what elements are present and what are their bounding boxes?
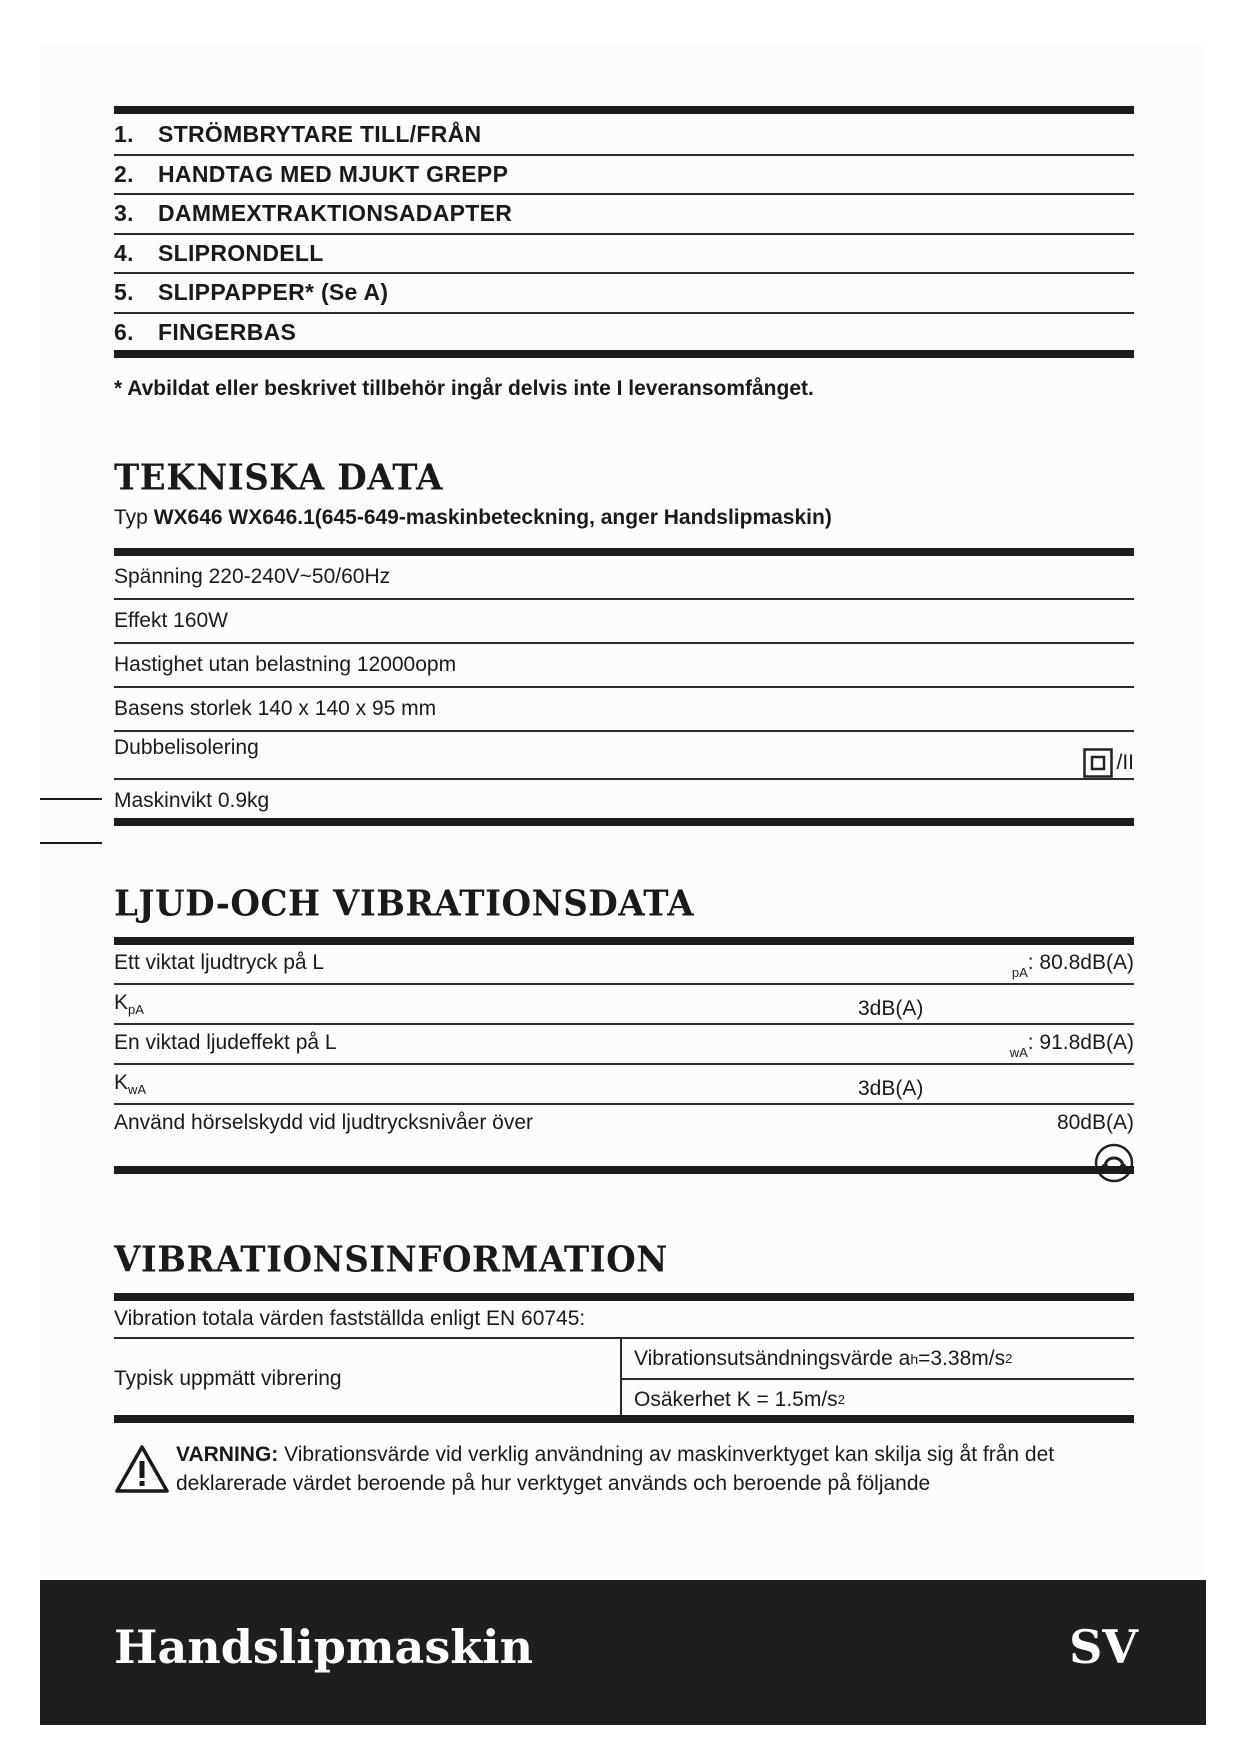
table-row: [114, 985, 1134, 1025]
vibration-uncertainty: [622, 1380, 1134, 1419]
part-label: SLIPPAPPER* (Se A): [158, 279, 389, 306]
parts-list: [114, 116, 1134, 351]
k-letter: K: [114, 991, 129, 1014]
power: Effekt 160W: [114, 609, 229, 632]
voltage: Spänning 220-240V~50/60Hz: [114, 565, 391, 588]
table-row: [114, 1065, 1134, 1105]
k-pa-sub: pA: [128, 1002, 144, 1018]
type-desc: (645-649-maskinbeteckning, anger Handslipmaskin): [314, 506, 832, 529]
vibration-table: [114, 1301, 1134, 1419]
hearing-protection-value: 80dB(A): [1056, 1111, 1134, 1134]
vibration-heading: VIBRATIONSINFORMATION: [114, 1239, 668, 1281]
type-prefix: Typ: [114, 506, 148, 529]
table-row: [114, 1339, 1134, 1419]
part-label: STRÖMBRYTARE TILL/FRÅN: [158, 121, 482, 148]
uncertainty-text: Osäkerhet K = 1.5m/s: [634, 1387, 838, 1411]
part-label: FINGERBAS: [158, 318, 297, 345]
sound-pressure-value-wrap: [1011, 951, 1134, 980]
weight: Maskinvikt 0.9kg: [114, 789, 270, 812]
part-label: SLIPRONDELL: [158, 239, 324, 266]
list-item: [114, 314, 1134, 352]
k-letter: K: [114, 1071, 129, 1094]
part-number: 1.: [114, 121, 134, 148]
emission-sub: h: [910, 1350, 919, 1367]
table-row: [114, 600, 1134, 644]
tech-top-rule: [114, 548, 1134, 556]
vibration-top-rule: [114, 1293, 1134, 1301]
sound-power-label: En viktad ljudeffekt på L: [114, 1031, 337, 1054]
hearing-protection-label: Använd hörselskydd vid ljudtrycksnivåer över: [114, 1111, 534, 1134]
warning-triangle-icon: [114, 1444, 170, 1494]
parts-bottom-rule: [114, 350, 1134, 358]
list-item: [114, 156, 1134, 196]
table-row: [114, 644, 1134, 688]
sound-power-value-wrap: [1009, 1031, 1134, 1060]
footer-bar: [40, 1580, 1206, 1725]
type-line: [114, 506, 832, 530]
emission-sup: 2: [1005, 1351, 1013, 1366]
parts-top-rule: [114, 106, 1134, 114]
list-item: [114, 116, 1134, 156]
ear-protection-icon: [1094, 1143, 1134, 1183]
accessory-note: * Avbildat eller beskrivet tillbehör ingår delvis inte I leveransomfånget.: [114, 377, 814, 400]
footer-language: SV: [1069, 1620, 1138, 1674]
sound-power-value: : 91.8dB(A): [1027, 1031, 1134, 1054]
sound-bottom-rule: [114, 1166, 1134, 1174]
warning-body: Vibrationsvärde vid verklig användning av maskinverktyget kan skilja sig åt från det deklarerade värdet beroende på hur verktyget används och beroende på följande: [176, 1443, 1055, 1495]
part-number: 3.: [114, 200, 134, 227]
emission-value: =3.38m/s: [918, 1346, 1006, 1370]
part-number: 4.: [114, 239, 134, 266]
vibration-values: [622, 1339, 1134, 1419]
k-wa-label: [114, 1071, 146, 1097]
k-pa-label: [114, 991, 144, 1017]
table-row: [114, 688, 1134, 732]
side-mark: [40, 798, 102, 800]
typical-vibration: Typisk uppmätt vibrering: [114, 1339, 622, 1419]
k-pa-value: 3dB(A): [858, 997, 924, 1020]
table-row: [114, 780, 1134, 822]
sound-power-sub: wA: [1009, 1045, 1028, 1060]
double-insulation: Dubbelisolering: [114, 736, 259, 759]
no-load-speed: Hastighet utan belastning 12000opm: [114, 653, 457, 676]
k-wa-value: 3dB(A): [858, 1077, 924, 1100]
vibration-total: Vibration totala värden fastställda enligt EN 60745:: [114, 1307, 586, 1330]
part-number: 2.: [114, 160, 134, 187]
insulation-symbol: [1083, 748, 1134, 778]
list-item: [114, 274, 1134, 314]
warning-text: [176, 1440, 1136, 1498]
table-row: [114, 1025, 1134, 1065]
sound-pressure-value: : 80.8dB(A): [1027, 951, 1134, 974]
sound-heading: LJUD-OCH VIBRATIONSDATA: [114, 883, 695, 925]
sound-top-rule: [114, 937, 1134, 945]
footer-title: Handslipmaskin: [114, 1620, 534, 1674]
part-label: DAMMEXTRAKTIONSADAPTER: [158, 200, 513, 227]
sound-pressure-label: Ett viktat ljudtryck på L: [114, 951, 325, 974]
sound-table: [114, 945, 1134, 1177]
side-mark: [40, 842, 102, 844]
table-row: [114, 556, 1134, 600]
part-label: HANDTAG MED MJUKT GREPP: [158, 160, 509, 187]
table-row: [114, 732, 1134, 780]
tech-heading: TEKNISKA DATA: [114, 457, 444, 499]
list-item: [114, 235, 1134, 275]
emission-prefix: Vibrationsutsändningsvärde a: [634, 1346, 911, 1370]
vibration-emission: [622, 1339, 1134, 1380]
warning-label: VARNING:: [176, 1443, 279, 1466]
part-number: 5.: [114, 279, 134, 306]
vibration-bottom-rule: [114, 1415, 1134, 1423]
type-models: WX646 WX646.1: [153, 506, 315, 529]
uncertainty-sup: 2: [837, 1392, 845, 1407]
sound-pressure-sub: pA: [1011, 965, 1028, 980]
k-wa-sub: wA: [128, 1082, 147, 1098]
table-row: [114, 945, 1134, 985]
insulation-class: /II: [1116, 751, 1134, 774]
table-row: [114, 1301, 1134, 1339]
tech-table: [114, 556, 1134, 822]
double-square-icon: [1083, 748, 1113, 778]
list-item: [114, 195, 1134, 235]
tech-bottom-rule: [114, 818, 1134, 826]
base-size: Basens storlek 140 x 140 x 95 mm: [114, 697, 437, 720]
part-number: 6.: [114, 318, 134, 345]
